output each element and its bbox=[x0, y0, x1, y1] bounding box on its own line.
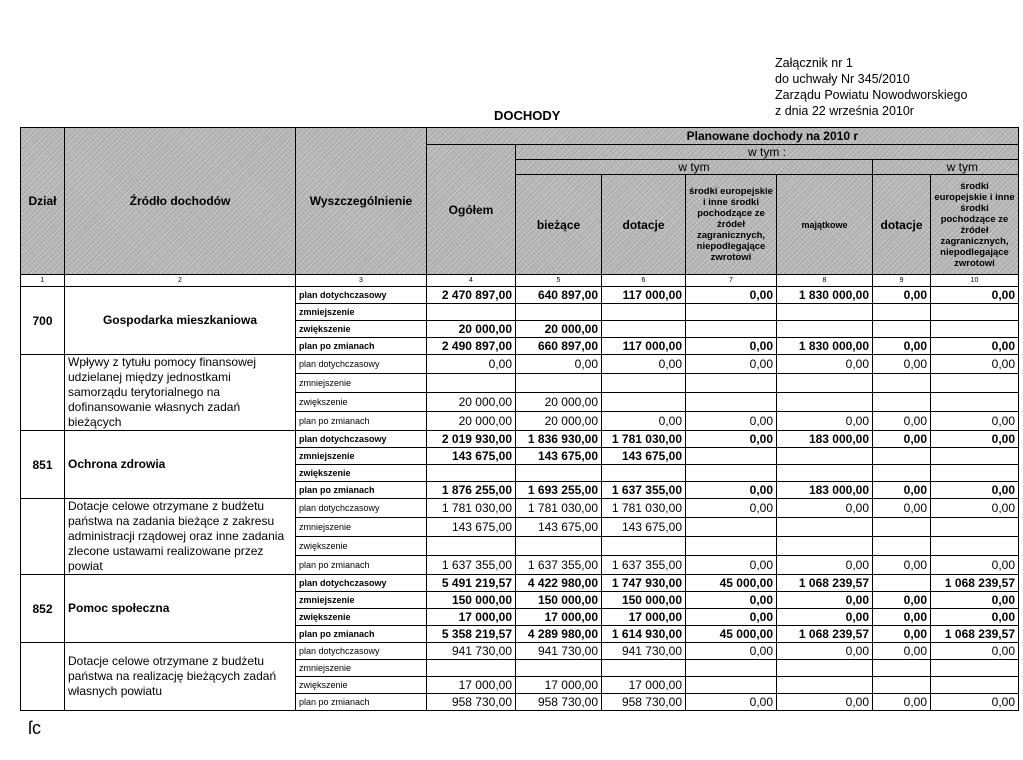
value-cell: 0,00 bbox=[873, 694, 931, 711]
value-cell: 958 730,00 bbox=[516, 694, 602, 711]
row-label: zmniejszenie bbox=[296, 660, 427, 677]
value-cell: 0,00 bbox=[777, 556, 873, 575]
value-cell: 1 781 030,00 bbox=[602, 499, 686, 518]
value-cell: 1 068 239,57 bbox=[931, 575, 1019, 592]
dzial-empty bbox=[21, 499, 65, 575]
row-label: plan po zmianach bbox=[296, 626, 427, 643]
value-cell: 0,00 bbox=[931, 499, 1019, 518]
header-dotacje-2: dotacje bbox=[873, 175, 931, 275]
value-cell bbox=[931, 518, 1019, 537]
value-cell: 0,00 bbox=[931, 556, 1019, 575]
value-cell: 20 000,00 bbox=[427, 412, 516, 431]
value-cell bbox=[777, 448, 873, 465]
value-cell: 1 068 239,57 bbox=[931, 626, 1019, 643]
value-cell: 0,00 bbox=[777, 694, 873, 711]
column-number: 3 bbox=[296, 275, 427, 287]
value-cell bbox=[686, 537, 777, 556]
value-cell: 0,00 bbox=[931, 592, 1019, 609]
value-cell: 20 000,00 bbox=[427, 321, 516, 338]
value-cell bbox=[686, 393, 777, 412]
value-cell: 0,00 bbox=[686, 556, 777, 575]
dzial-code: 851 bbox=[21, 431, 65, 499]
value-cell bbox=[931, 393, 1019, 412]
value-cell bbox=[516, 374, 602, 393]
value-cell bbox=[602, 393, 686, 412]
annex-header bbox=[775, 55, 967, 119]
value-cell: 183 000,00 bbox=[777, 482, 873, 499]
column-number: 4 bbox=[427, 275, 516, 287]
table-body bbox=[21, 287, 1019, 711]
value-cell bbox=[931, 537, 1019, 556]
value-cell: 0,00 bbox=[602, 412, 686, 431]
value-cell: 0,00 bbox=[777, 592, 873, 609]
table-row bbox=[21, 499, 1019, 518]
value-cell: 1 614 930,00 bbox=[602, 626, 686, 643]
value-cell bbox=[777, 677, 873, 694]
value-cell: 0,00 bbox=[686, 592, 777, 609]
value-cell: 45 000,00 bbox=[686, 575, 777, 592]
value-cell: 1 637 355,00 bbox=[602, 556, 686, 575]
section-name: Gospodarka mieszkaniowa bbox=[65, 287, 296, 355]
value-cell bbox=[873, 448, 931, 465]
value-cell: 143 675,00 bbox=[602, 448, 686, 465]
value-cell: 0,00 bbox=[931, 643, 1019, 660]
value-cell bbox=[602, 321, 686, 338]
value-cell: 143 675,00 bbox=[427, 518, 516, 537]
row-label: zwiększenie bbox=[296, 465, 427, 482]
value-cell: 0,00 bbox=[686, 355, 777, 374]
value-cell bbox=[931, 660, 1019, 677]
value-cell: 143 675,00 bbox=[516, 448, 602, 465]
header-majatkowe: majątkowe bbox=[777, 175, 873, 275]
value-cell: 4 422 980,00 bbox=[516, 575, 602, 592]
value-cell: 17 000,00 bbox=[427, 677, 516, 694]
value-cell: 17 000,00 bbox=[602, 609, 686, 626]
header-ogolem: Ogółem bbox=[427, 145, 516, 275]
value-cell bbox=[602, 660, 686, 677]
header-srodki-2: środki europejskie i inne środki pochodzące ze źródeł zagranicznych, niepodlegające zwrotowi bbox=[931, 175, 1019, 275]
value-cell bbox=[777, 374, 873, 393]
value-cell bbox=[777, 660, 873, 677]
value-cell: 0,00 bbox=[686, 643, 777, 660]
value-cell: 117 000,00 bbox=[602, 287, 686, 304]
value-cell: 0,00 bbox=[873, 431, 931, 448]
source-description: Wpływy z tytułu pomocy finansowej udzielanej między jednostkami samorządu terytorialnego na dofinansowanie własnych zadań bieżących bbox=[65, 355, 296, 431]
value-cell bbox=[777, 321, 873, 338]
value-cell: 0,00 bbox=[777, 355, 873, 374]
value-cell: 1 830 000,00 bbox=[777, 338, 873, 355]
value-cell bbox=[602, 304, 686, 321]
value-cell: 1 693 255,00 bbox=[516, 482, 602, 499]
value-cell bbox=[873, 393, 931, 412]
table-row bbox=[21, 355, 1019, 374]
column-number: 9 bbox=[873, 275, 931, 287]
value-cell: 1 068 239,57 bbox=[777, 575, 873, 592]
value-cell: 117 000,00 bbox=[602, 338, 686, 355]
value-cell: 958 730,00 bbox=[602, 694, 686, 711]
value-cell bbox=[777, 537, 873, 556]
value-cell: 0,00 bbox=[777, 499, 873, 518]
row-label: plan dotychczasowy bbox=[296, 355, 427, 374]
value-cell: 1 781 030,00 bbox=[516, 499, 602, 518]
value-cell: 660 897,00 bbox=[516, 338, 602, 355]
table-row bbox=[21, 575, 1019, 592]
value-cell: 20 000,00 bbox=[516, 321, 602, 338]
annex-line: Załącznik nr 1 bbox=[775, 56, 853, 70]
value-cell: 0,00 bbox=[777, 643, 873, 660]
value-cell: 941 730,00 bbox=[427, 643, 516, 660]
dzial-empty bbox=[21, 355, 65, 431]
value-cell: 0,00 bbox=[686, 482, 777, 499]
value-cell: 0,00 bbox=[931, 338, 1019, 355]
row-label: zmniejszenie bbox=[296, 304, 427, 321]
column-number: 6 bbox=[602, 275, 686, 287]
value-cell: 17 000,00 bbox=[516, 609, 602, 626]
table-row bbox=[21, 431, 1019, 448]
header-srodki-1: środki europejskie i inne środki pochodzące ze źródeł zagranicznych, niepodlegające zwrotowi bbox=[686, 175, 777, 275]
value-cell bbox=[873, 321, 931, 338]
dzial-code: 700 bbox=[21, 287, 65, 355]
document-title: DOCHODY bbox=[494, 108, 561, 123]
header-dotacje-1: dotacje bbox=[602, 175, 686, 275]
section-name: Ochrona zdrowia bbox=[65, 431, 296, 499]
value-cell: 0,00 bbox=[931, 355, 1019, 374]
value-cell: 20 000,00 bbox=[427, 393, 516, 412]
row-label: plan dotychczasowy bbox=[296, 431, 427, 448]
header-w-tym-1: w tym bbox=[516, 160, 873, 175]
value-cell: 17 000,00 bbox=[516, 677, 602, 694]
value-cell: 0,00 bbox=[873, 643, 931, 660]
value-cell bbox=[686, 304, 777, 321]
value-cell bbox=[777, 393, 873, 412]
value-cell bbox=[873, 677, 931, 694]
value-cell: 0,00 bbox=[686, 287, 777, 304]
value-cell: 0,00 bbox=[516, 355, 602, 374]
value-cell: 5 491 219,57 bbox=[427, 575, 516, 592]
value-cell: 143 675,00 bbox=[516, 518, 602, 537]
header-dzial: Dział bbox=[21, 128, 65, 275]
row-label: zwiększenie bbox=[296, 609, 427, 626]
value-cell: 0,00 bbox=[686, 412, 777, 431]
value-cell: 0,00 bbox=[602, 355, 686, 374]
value-cell bbox=[427, 537, 516, 556]
value-cell bbox=[516, 537, 602, 556]
value-cell: 0,00 bbox=[931, 482, 1019, 499]
value-cell bbox=[686, 677, 777, 694]
value-cell: 0,00 bbox=[931, 412, 1019, 431]
value-cell: 0,00 bbox=[873, 592, 931, 609]
value-cell bbox=[427, 374, 516, 393]
header-planned: Planowane dochody na 2010 r bbox=[427, 128, 1019, 145]
header-wyszczegolnienie: Wyszczególnienie bbox=[296, 128, 427, 275]
column-number: 2 bbox=[65, 275, 296, 287]
value-cell: 0,00 bbox=[931, 287, 1019, 304]
column-number: 8 bbox=[777, 275, 873, 287]
row-label: plan dotychczasowy bbox=[296, 499, 427, 518]
value-cell: 1 836 930,00 bbox=[516, 431, 602, 448]
value-cell bbox=[602, 537, 686, 556]
source-description: Dotacje celowe otrzymane z budżetu państwa na zadania bieżące z zakresu administracji rządowej oraz inne zadania zlecone ustawami realizowane przez powiat bbox=[65, 499, 296, 575]
column-number: 7 bbox=[686, 275, 777, 287]
value-cell: 941 730,00 bbox=[602, 643, 686, 660]
value-cell: 5 358 219,57 bbox=[427, 626, 516, 643]
value-cell: 1 781 030,00 bbox=[602, 431, 686, 448]
value-cell bbox=[931, 374, 1019, 393]
value-cell: 1 637 355,00 bbox=[602, 482, 686, 499]
value-cell: 0,00 bbox=[686, 609, 777, 626]
column-number: 1 bbox=[21, 275, 65, 287]
table-row bbox=[21, 643, 1019, 660]
value-cell: 0,00 bbox=[873, 287, 931, 304]
value-cell bbox=[873, 518, 931, 537]
value-cell: 0,00 bbox=[686, 431, 777, 448]
column-number: 10 bbox=[931, 275, 1019, 287]
source-description: Dotacje celowe otrzymane z budżetu państwa na realizację bieżących zadań własnych powiatu bbox=[65, 643, 296, 711]
value-cell: 0,00 bbox=[931, 431, 1019, 448]
value-cell: 2 490 897,00 bbox=[427, 338, 516, 355]
value-cell: 0,00 bbox=[777, 412, 873, 431]
annex-line: do uchwały Nr 345/2010 bbox=[775, 72, 910, 86]
value-cell bbox=[602, 465, 686, 482]
header-w-tym-main: w tym : bbox=[516, 145, 1019, 160]
row-label: zmniejszenie bbox=[296, 374, 427, 393]
row-label: plan po zmianach bbox=[296, 412, 427, 431]
value-cell: 4 289 980,00 bbox=[516, 626, 602, 643]
value-cell: 0,00 bbox=[873, 338, 931, 355]
value-cell: 0,00 bbox=[686, 694, 777, 711]
value-cell bbox=[516, 660, 602, 677]
row-label: zwiększenie bbox=[296, 537, 427, 556]
value-cell: 1 876 255,00 bbox=[427, 482, 516, 499]
value-cell: 0,00 bbox=[873, 499, 931, 518]
value-cell: 143 675,00 bbox=[427, 448, 516, 465]
annex-line: Zarządu Powiatu Nowodworskiego bbox=[775, 88, 968, 102]
value-cell: 941 730,00 bbox=[516, 643, 602, 660]
value-cell: 150 000,00 bbox=[602, 592, 686, 609]
dzial-code: 852 bbox=[21, 575, 65, 643]
value-cell: 143 675,00 bbox=[602, 518, 686, 537]
value-cell bbox=[686, 660, 777, 677]
value-cell bbox=[516, 304, 602, 321]
value-cell bbox=[931, 465, 1019, 482]
handwritten-mark: ſc bbox=[28, 718, 41, 738]
row-label: zwiększenie bbox=[296, 393, 427, 412]
row-label: zmniejszenie bbox=[296, 518, 427, 537]
value-cell bbox=[686, 518, 777, 537]
column-number-row bbox=[21, 275, 1019, 287]
header-zrodlo: Źródło dochodów bbox=[65, 128, 296, 275]
row-label: plan po zmianach bbox=[296, 482, 427, 499]
value-cell bbox=[873, 575, 931, 592]
value-cell: 0,00 bbox=[873, 609, 931, 626]
value-cell bbox=[427, 465, 516, 482]
value-cell bbox=[427, 660, 516, 677]
value-cell bbox=[686, 448, 777, 465]
value-cell: 958 730,00 bbox=[427, 694, 516, 711]
value-cell: 0,00 bbox=[873, 412, 931, 431]
row-label: plan po zmianach bbox=[296, 556, 427, 575]
value-cell: 640 897,00 bbox=[516, 287, 602, 304]
value-cell bbox=[873, 465, 931, 482]
section-name: Pomoc społeczna bbox=[65, 575, 296, 643]
value-cell bbox=[931, 448, 1019, 465]
value-cell: 0,00 bbox=[686, 338, 777, 355]
value-cell: 0,00 bbox=[931, 694, 1019, 711]
row-label: zmniejszenie bbox=[296, 592, 427, 609]
value-cell bbox=[777, 304, 873, 321]
value-cell: 0,00 bbox=[873, 556, 931, 575]
row-label: plan dotychczasowy bbox=[296, 575, 427, 592]
value-cell: 1 637 355,00 bbox=[516, 556, 602, 575]
dzial-empty bbox=[21, 643, 65, 711]
value-cell: 0,00 bbox=[931, 609, 1019, 626]
revenue-table bbox=[20, 127, 1019, 711]
column-number: 5 bbox=[516, 275, 602, 287]
value-cell: 0,00 bbox=[873, 355, 931, 374]
annex-line: z dnia 22 września 2010r bbox=[775, 104, 914, 118]
value-cell: 17 000,00 bbox=[602, 677, 686, 694]
value-cell: 20 000,00 bbox=[516, 412, 602, 431]
value-cell: 0,00 bbox=[427, 355, 516, 374]
value-cell bbox=[873, 537, 931, 556]
value-cell: 0,00 bbox=[873, 482, 931, 499]
value-cell: 1 830 000,00 bbox=[777, 287, 873, 304]
value-cell bbox=[931, 677, 1019, 694]
value-cell: 2 019 930,00 bbox=[427, 431, 516, 448]
row-label: plan dotychczasowy bbox=[296, 643, 427, 660]
value-cell: 0,00 bbox=[777, 609, 873, 626]
value-cell: 1 747 930,00 bbox=[602, 575, 686, 592]
table-row bbox=[21, 287, 1019, 304]
value-cell bbox=[873, 304, 931, 321]
header-biezace: bieżące bbox=[516, 175, 602, 275]
value-cell bbox=[931, 304, 1019, 321]
value-cell bbox=[931, 321, 1019, 338]
row-label: zmniejszenie bbox=[296, 448, 427, 465]
value-cell: 150 000,00 bbox=[427, 592, 516, 609]
value-cell bbox=[873, 660, 931, 677]
value-cell: 183 000,00 bbox=[777, 431, 873, 448]
value-cell: 150 000,00 bbox=[516, 592, 602, 609]
value-cell bbox=[777, 465, 873, 482]
row-label: zwiększenie bbox=[296, 321, 427, 338]
value-cell bbox=[873, 374, 931, 393]
value-cell: 17 000,00 bbox=[427, 609, 516, 626]
row-label: plan dotychczasowy bbox=[296, 287, 427, 304]
row-label: zwiększenie bbox=[296, 677, 427, 694]
value-cell bbox=[427, 304, 516, 321]
value-cell: 0,00 bbox=[686, 499, 777, 518]
value-cell: 20 000,00 bbox=[516, 393, 602, 412]
value-cell: 1 781 030,00 bbox=[427, 499, 516, 518]
value-cell: 2 470 897,00 bbox=[427, 287, 516, 304]
value-cell: 1 068 239,57 bbox=[777, 626, 873, 643]
value-cell bbox=[602, 374, 686, 393]
row-label: plan po zmianach bbox=[296, 338, 427, 355]
value-cell bbox=[516, 465, 602, 482]
row-label: plan po zmianach bbox=[296, 694, 427, 711]
value-cell bbox=[686, 465, 777, 482]
value-cell: 45 000,00 bbox=[686, 626, 777, 643]
value-cell bbox=[777, 518, 873, 537]
value-cell: 0,00 bbox=[873, 626, 931, 643]
header-w-tym-2: w tym bbox=[873, 160, 1019, 175]
value-cell: 1 637 355,00 bbox=[427, 556, 516, 575]
value-cell bbox=[686, 374, 777, 393]
value-cell bbox=[686, 321, 777, 338]
